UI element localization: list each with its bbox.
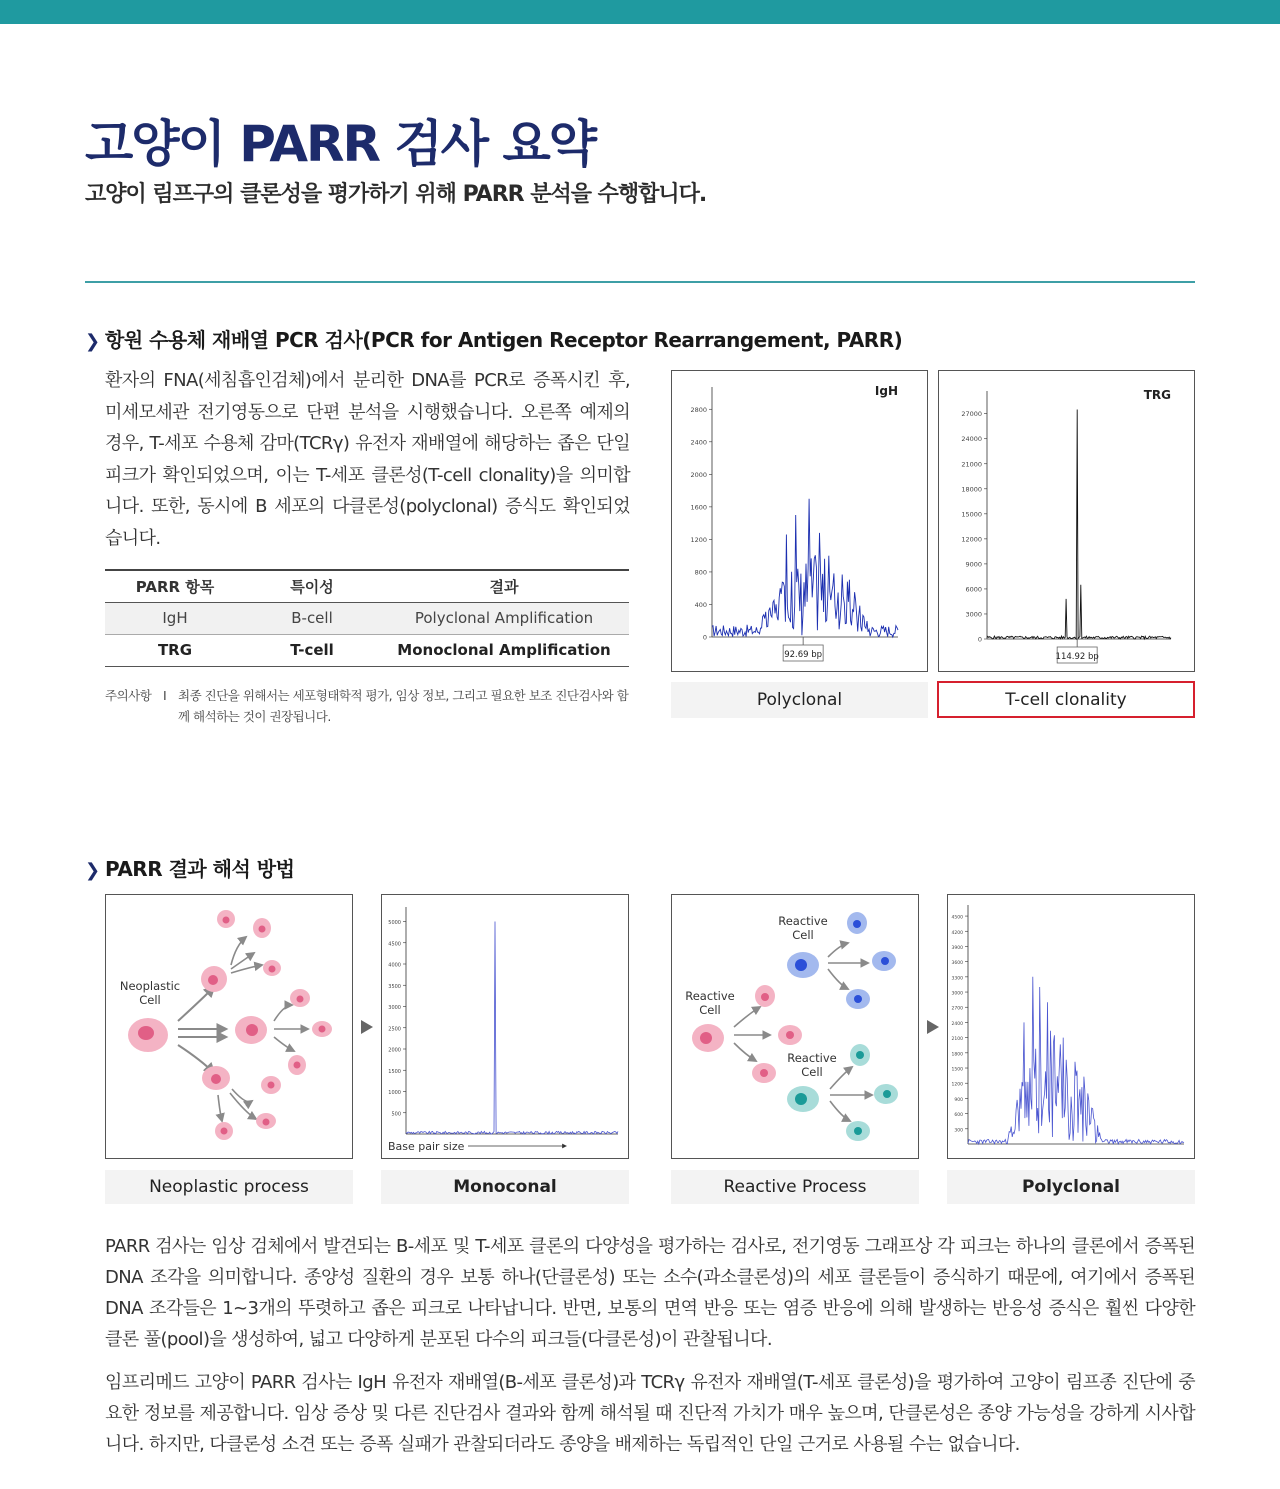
y-tick-label: 3900 <box>951 945 963 951</box>
y-tick-label: 6000 <box>965 585 982 594</box>
trg-chart <box>939 371 1194 671</box>
table-cell: Monoclonal Amplification <box>379 634 629 666</box>
y-tick-label: 3300 <box>951 976 963 982</box>
y-tick-label: 2000 <box>690 470 707 479</box>
neoplastic-diagram-panel <box>105 894 353 1159</box>
peak-marker-label: 92.69 bp <box>784 650 823 660</box>
y-tick-label: 900 <box>954 1097 963 1103</box>
daughter-cell-icon <box>215 1122 233 1140</box>
table-cell: TRG <box>105 634 245 666</box>
reactive-cell-icon <box>874 1084 898 1104</box>
section1-intro: 환자의 FNA(세침흡인검체)에서 분리한 DNA를 PCR로 증폭시킨 후, 미세모세관 전기영동으로 단편 분석을 시행했습니다. 오른쪽 예제의 경우, T-세포 수용체 감마(TCRγ) 유전자 재배열에 해당하는 좁은 단일 피크가 확인되었으며, 이는 T-세포 클론성(T-cell clonality)을 의미합니다. 또한, 동시에 B 세포의 다클론성(polyclonal) 증식도 확인되었습니다. <box>105 370 630 549</box>
data-series-line <box>712 499 898 637</box>
table-cell: B-cell <box>245 602 379 634</box>
neoplastic-cell-label: Neoplastic Cell <box>119 979 181 1007</box>
table-header-row <box>105 570 629 602</box>
reactive-cell-icon <box>850 1044 870 1066</box>
y-tick-label: 2000 <box>388 1047 401 1054</box>
chart-title: IgH <box>874 384 898 398</box>
reactive-cell-icon <box>778 1025 802 1045</box>
table-row <box>105 602 629 634</box>
igh-chart <box>672 371 927 671</box>
y-tick-label: 3000 <box>965 610 982 619</box>
y-tick-label: 3000 <box>388 1005 401 1011</box>
y-tick-label: 1200 <box>690 535 707 544</box>
reactive-cell-icon <box>846 1121 870 1141</box>
table-cell: IgH <box>105 602 245 634</box>
y-tick-label: 1000 <box>388 1090 401 1096</box>
tcell-clonality-caption: T-cell clonality <box>937 681 1195 718</box>
data-series-line <box>968 977 1184 1144</box>
reactive-cell-icon <box>787 952 819 978</box>
y-tick-label: 1200 <box>951 1082 963 1088</box>
reactive-caption: Reactive Process <box>671 1170 919 1204</box>
polyclonal-chart <box>948 895 1194 1158</box>
parr-table <box>105 569 629 667</box>
table-cell: T-cell <box>245 634 379 666</box>
daughter-cell-icon <box>263 960 281 976</box>
y-tick-label: 0 <box>702 633 707 642</box>
monoclonal-chart <box>382 895 628 1158</box>
section2-heading-text: PARR 결과 해석 방법 <box>105 857 295 881</box>
daughter-cell-icon <box>261 1076 281 1094</box>
reactive-cell-icon <box>847 912 867 934</box>
interpretation-paragraph-1: PARR 검사는 임상 검체에서 발견되는 B-세포 및 T-세포 클론의 다양성을 평가하는 검사로, 전기영동 그래프상 각 피크는 하나의 클론에서 증폭된 DNA 조각을 의미합니다. 종양성 질환의 경우 보통 하나(단클론성) 또는 소수(과소클론성)의 세포 클론들이 증식하기 때문에, 여기에서 증폭된 DNA 조각들은 1~3개의 뚜렷하고 좁은 피크로 나타납니다. 반면, 보통의 면역 반응 또는 염증 반응에 의해 발생하는 반응성 증식은 훨씬 다양한 클론 풀(pool)을 생성하여, 넓고 다양하게 분포된 다수의 피크들(다클론성)이 관찰됩니다. <box>105 1236 1195 1350</box>
neoplastic-cell-icon <box>128 1018 168 1052</box>
y-tick-label: 1800 <box>951 1052 963 1058</box>
table-header-cell: 결과 <box>379 570 629 602</box>
y-tick-label: 4500 <box>951 915 963 921</box>
monoclonal-caption: Monoconal <box>381 1170 629 1204</box>
reactive-cell-icon <box>755 985 775 1007</box>
reactive-cell-icon <box>692 1024 724 1052</box>
reactive-cell-icon <box>846 989 870 1009</box>
table-header-cell: 특이성 <box>245 570 379 602</box>
daughter-cell-icon <box>290 989 310 1007</box>
page-title: 고양이 PARR 검사 요약 <box>85 115 596 173</box>
y-tick-label: 3000 <box>951 991 963 997</box>
reactive-cell-icon <box>752 1063 776 1083</box>
y-tick-label: 9000 <box>965 560 982 569</box>
daughter-cell-icon <box>201 966 227 992</box>
chart-title: TRG <box>1143 388 1171 402</box>
top-accent-bar <box>0 0 1280 24</box>
y-tick-label: 3600 <box>951 961 963 967</box>
daughter-cell-icon <box>202 1066 230 1090</box>
interpretation-paragraph-2: 임프리메드 고양이 PARR 검사는 IgH 유전자 재배열(B-세포 클론성)과 TCRγ 유전자 재배열(T-세포 클론성)을 평가하여 고양이 림프종 진단에 중요한 정보를 제공합니다. 임상 증상 및 다른 진단검사 결과와 함께 해석될 때 진단적 가치가 매우 높으며, 단클론성은 종양 가능성을 강하게 시사합니다. 하지만, 다클론성 소견 또는 증폭 실패가 관찰되더라도 종양을 배제하는 독립적인 단일 근거로 사용될 수는 없습니다. <box>105 1372 1195 1455</box>
caution-text: 최종 진단을 위해서는 세포형태학적 평가, 임상 정보, 그리고 필요한 보조 진단검사와 함께 해석하는 것이 권장됩니다. <box>178 688 629 724</box>
daughter-cell-icon <box>312 1021 332 1037</box>
x-axis-label: Base pair size <box>388 1140 465 1153</box>
igh-chart-panel <box>671 370 928 672</box>
arrow-right-icon <box>927 1020 939 1034</box>
daughter-cell-icon <box>253 918 271 938</box>
table-row <box>105 634 629 666</box>
neoplastic-caption: Neoplastic process <box>105 1170 353 1204</box>
chevron-right-icon: ❯ <box>85 860 100 881</box>
data-series-line <box>406 922 618 1135</box>
y-tick-label: 3500 <box>388 983 401 990</box>
y-tick-label: 1500 <box>388 1068 401 1075</box>
y-tick-label: 12000 <box>961 535 982 544</box>
y-tick-label: 18000 <box>961 485 982 494</box>
y-tick-label: 2400 <box>690 438 707 447</box>
y-tick-label: 2100 <box>951 1037 963 1043</box>
polyclonal-chart-panel <box>947 894 1195 1159</box>
y-tick-label: 1500 <box>951 1067 963 1073</box>
reactive-cell-icon <box>787 1086 819 1112</box>
y-tick-label: 600 <box>954 1113 963 1119</box>
daughter-cell-icon <box>217 910 235 928</box>
y-tick-label: 15000 <box>961 510 982 519</box>
daughter-cell-icon <box>235 1016 267 1044</box>
arrow-right-icon <box>361 1020 373 1034</box>
trg-chart-panel <box>938 370 1195 672</box>
reactive-cell-label: Reactive Cell <box>778 914 828 942</box>
caution-label: 주의사항 <box>105 688 152 703</box>
y-tick-label: 400 <box>694 600 707 609</box>
y-tick-label: 2800 <box>690 405 707 414</box>
table-header-cell: PARR 항목 <box>105 570 245 602</box>
y-tick-label: 800 <box>694 568 707 577</box>
monoclonal-chart-panel <box>381 894 629 1159</box>
y-tick-label: 21000 <box>961 460 982 469</box>
y-tick-label: 4000 <box>388 962 401 969</box>
y-tick-label: 27000 <box>961 410 982 419</box>
polyclonal-caption-2: Polyclonal <box>947 1170 1195 1204</box>
reactive-cell-icon <box>872 951 896 971</box>
peak-marker-label: 114.92 bp <box>1055 652 1099 662</box>
y-tick-label: 1600 <box>690 503 707 512</box>
y-tick-label: 0 <box>977 635 982 644</box>
reactive-cell-label: Reactive Cell <box>685 989 735 1017</box>
y-tick-label: 2400 <box>951 1021 963 1027</box>
neoplastic-diagram <box>106 895 352 1158</box>
daughter-cell-icon <box>288 1055 306 1075</box>
daughter-cell-icon <box>256 1113 276 1129</box>
y-tick-label: 2500 <box>388 1026 401 1033</box>
page-subtitle: 고양이 림프구의 클론성을 평가하기 위해 PARR 분석을 수행합니다. <box>85 182 707 207</box>
reactive-diagram <box>672 895 918 1158</box>
section1-heading <box>85 324 902 353</box>
y-tick-label: 300 <box>954 1128 963 1134</box>
y-tick-label: 4200 <box>951 930 963 936</box>
reactive-cell-label: Reactive Cell <box>787 1051 837 1079</box>
section2-heading <box>85 853 294 882</box>
y-tick-label: 500 <box>391 1111 401 1118</box>
y-tick-label: 2700 <box>951 1006 963 1012</box>
chevron-right-icon: ❯ <box>85 331 100 352</box>
reactive-diagram-panel <box>671 894 919 1159</box>
y-tick-label: 5000 <box>388 920 401 926</box>
divider <box>85 281 1195 283</box>
section1-heading-text: 항원 수용체 재배열 PCR 검사(PCR for Antigen Receptor Rearrangement, PARR) <box>105 328 903 352</box>
y-tick-label: 4500 <box>388 941 401 948</box>
polyclonal-caption: Polyclonal <box>671 682 928 718</box>
y-tick-label: 24000 <box>961 435 982 444</box>
data-series-line <box>987 410 1171 640</box>
caution-separator: I <box>163 688 167 703</box>
table-cell: Polyclonal Amplification <box>379 602 629 634</box>
